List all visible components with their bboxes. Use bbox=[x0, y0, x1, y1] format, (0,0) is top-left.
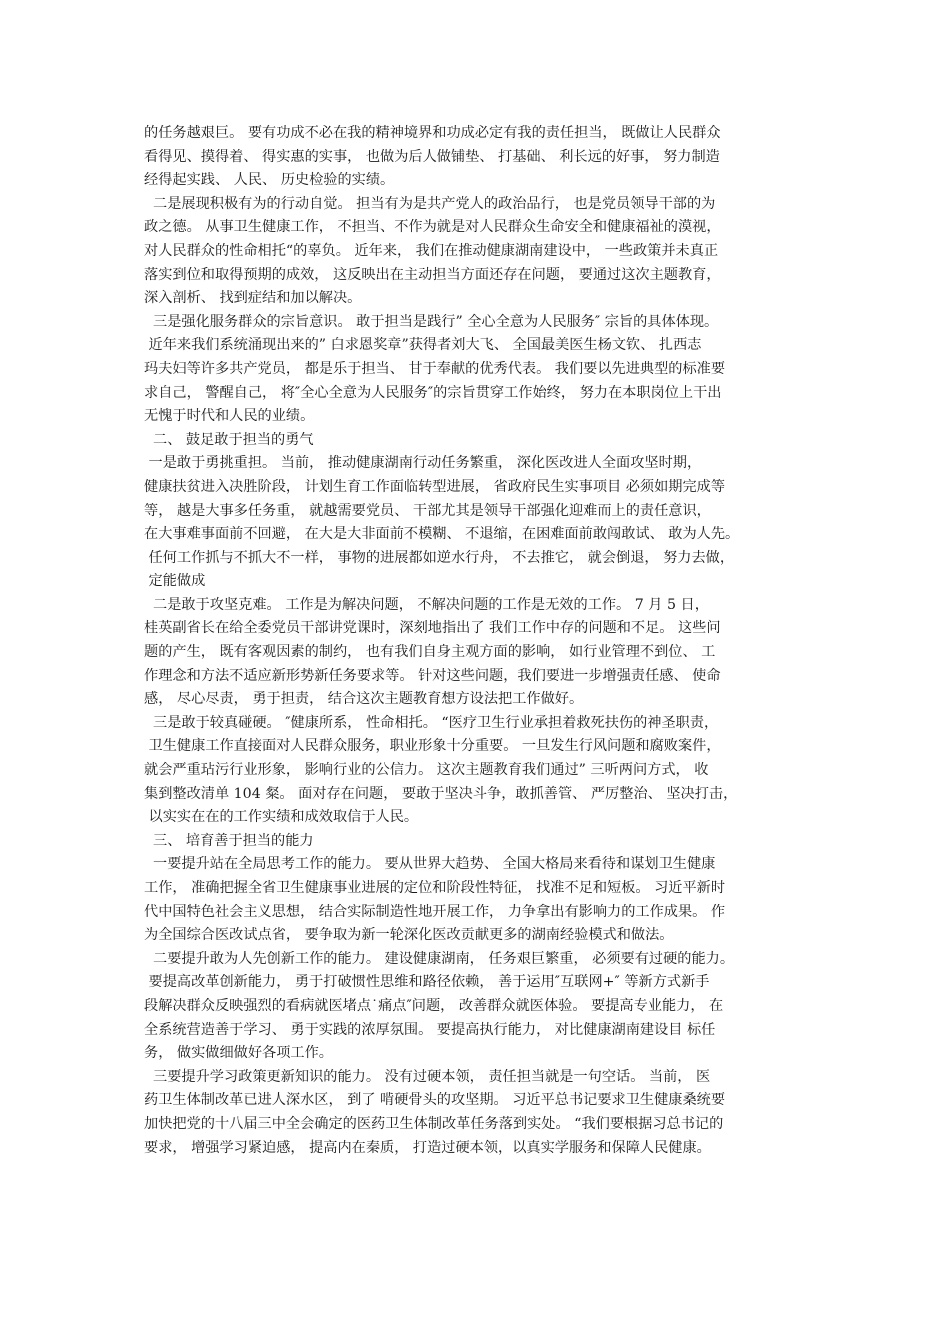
text-line: 二是展现积极有为的行动自觉。 担当有为是共产党人的政治品行， 也是党员领导干部的为 bbox=[144, 195, 716, 212]
text-line: 等， 越是大事多任务重， 就越需要党员、 干部尤其是领导干部强化迎难而上的责任意识， bbox=[144, 502, 711, 519]
text-line: 卫生健康工作直接面对人民群众服务，职业形象十分重要。 一旦发生行风问题和腐败案件， bbox=[144, 738, 721, 755]
text-line: 段解决群众反映强烈的看病就医堵点˙痛点″问题， 改善群众就医体验。 要提高专业能力， 在 bbox=[144, 997, 724, 1014]
text-line: 近年来我们系统涌现出来的” 白求恩奖章”获得者刘大飞、 全国最美医生杨文钦、 扎西志 bbox=[144, 337, 702, 354]
text-line: 三是敢于较真碰硬。 ″健康所系， 性命相托。 “医疗卫生行业承担着救死扶伤的神圣职责， bbox=[144, 714, 719, 731]
text-line: 加快把党的十八届三中全会确定的医药卫生体制改革任务落到实处。 “我们要根据习总书记的 bbox=[144, 1115, 724, 1132]
section-heading: 二、 鼓足敢于担当的勇气 bbox=[144, 431, 314, 448]
text-line: 作理念和方法不适应新形势新任务要求等。 针对这些问题，我们要进一步增强责任感、 使命 bbox=[144, 667, 721, 684]
text-line: 三要提升学习政策更新知识的能力。 没有过硬本领， 责任担当就是一句空话。 当前， 医 bbox=[144, 1068, 711, 1085]
text-line: 一是敢于勇挑重担。 当前， 推动健康湖南行动任务繁重， 深化医改进人全面攻坚时期， bbox=[144, 455, 702, 472]
text-line: 三是强化服务群众的宗旨意识。 敢于担当是践行” 全心全意为人民服务″ 宗旨的具体体现。 bbox=[144, 313, 719, 330]
document-body bbox=[144, 122, 816, 1160]
text-line: 在大事难事面前不回避， 在大是大非面前不模糊、 不退缩，在困难面前敢闯敢试、 敢为人先。 bbox=[144, 526, 740, 543]
text-line: 健康扶贫进入决胜阶段， 计划生育工作面临转型进展， 省政府民生实事项目 必须如期完成等 bbox=[144, 478, 726, 495]
text-line: 桂英副省长在给全委党员干部讲党课时，深刻地指出了 我们工作中存的问题和不足。 这些问 bbox=[144, 620, 721, 637]
text-line: 定能做成 bbox=[144, 573, 206, 590]
text-line: 任何工作抓与不抓大不一样， 事物的进展都如逆水行舟， 不去推它， 就会倒退， 努力去做， bbox=[144, 549, 735, 566]
text-line: 政之德。 从事卫生健康工作， 不担当、不作为就是对人民群众生命安全和健康福祉的漠视， bbox=[144, 219, 721, 236]
text-line: 对人民群众的性命相托“的辜负。 近年来， 我们在推动健康湖南建设中， 一些政策并未真正 bbox=[144, 242, 719, 259]
text-line: 深入剖析、 找到症结和加以解决。 bbox=[144, 290, 362, 307]
text-line: 全系统营造善于学习、 勇于实践的浓厚氛围。 要提高执行能力， 对比健康湖南建设目 标任 bbox=[144, 1021, 716, 1038]
text-line: 经得起实践、 人民、 历史检验的实绩。 bbox=[144, 172, 395, 189]
text-line: 要提高改革创新能力， 勇于打破惯性思维和路径依赖， 善于运用″互联网+″ 等新方式新手 bbox=[144, 974, 710, 991]
text-line: 要求， 增强学习紧迫感， 提高内在秦质， 打造过硬本领，以真实学服务和保障人民健康。 bbox=[144, 1139, 711, 1156]
text-line: 题的产生， 既有客观因素的制约， 也有我们自身主观方面的影响， 如行业管理不到位、 工 bbox=[144, 644, 716, 661]
text-line: 玛夫妇等许多共产党员， 都是乐于担当、 甘于奉献的优秀代表。 我们要以先进典型的标准要 bbox=[144, 360, 726, 377]
text-line: 药卫生体制改革已进人深水区， 到了 啃硬骨头的攻坚期。 习近平总书记要求卫生健康桑统要 bbox=[144, 1092, 726, 1109]
text-line: 的任务越艰巨。 要有功成不必在我的精神境界和功成必定有我的责任担当， 既做让人民群众 bbox=[144, 125, 721, 141]
text-line: 落实到位和取得预期的成效， 这反映出在主动担当方面还存在问题， 要通过这次主题教育， bbox=[144, 266, 721, 283]
text-line: 就会严重玷污行业形象， 影响行业的公信力。 这次主题教育我们通过” 三听两问方式， 收 bbox=[144, 762, 709, 779]
text-line: 以实实在在的工作实绩和成效取信于人民。 bbox=[144, 809, 419, 826]
text-line: 二要提升敢为人先创新工作的能力。 建设健康湖南， 任务艰巨繁重， 必须要有过硬的能力。 bbox=[144, 950, 735, 967]
text-line: 集到整改清单 104 粲。 面对存在问题， 要敢于坚决斗争，敢抓善管、 严厉整治、 坚决打击， bbox=[144, 785, 738, 802]
text-line: 代中国特色社会主义思想， 结合实际制造性地开展工作， 力争拿出有影响力的工作成果。 作 bbox=[144, 903, 726, 920]
text-line: 一要提升站在全局思考工作的能力。 要从世界大趋势、 全国大格局来看待和谋划卫生健康 bbox=[144, 856, 716, 873]
text-line: 感， 尽心尽责， 勇于担责， 结合这次主题教育想方设法把工作做好。 bbox=[144, 691, 584, 708]
text-line: 二是敢于攻坚克难。 工作是为解决问题， 不解决问题的工作是无效的工作。 7 月 5 日， bbox=[144, 596, 709, 613]
text-line: 工作， 准确把握全省卫生健康事业进展的定位和阶段性特征， 找准不足和短板。 习近平新时 bbox=[144, 880, 726, 896]
text-line: 看得见、摸得着、 得实惠的实事， 也做为后人做铺垫、 打基础、 利长远的好事， 努力制造 bbox=[144, 148, 720, 165]
section-heading: 三、 培育善于担当的能力 bbox=[144, 832, 314, 849]
text-line: 无愧于时代和人民的业绩。 bbox=[144, 408, 315, 425]
text-line: 求自己， 警醒自己， 将″全心全意为人民服务″的宗旨贯穿工作始终， 努力在本职岗位上干出 bbox=[144, 384, 722, 401]
text-line: 务， 做实做细做好各项工作。 bbox=[144, 1045, 333, 1062]
text-line: 为全国综合医改试点省， 要争取为新一轮深化医改贡献更多的湖南经验模式和做法。 bbox=[144, 927, 674, 944]
